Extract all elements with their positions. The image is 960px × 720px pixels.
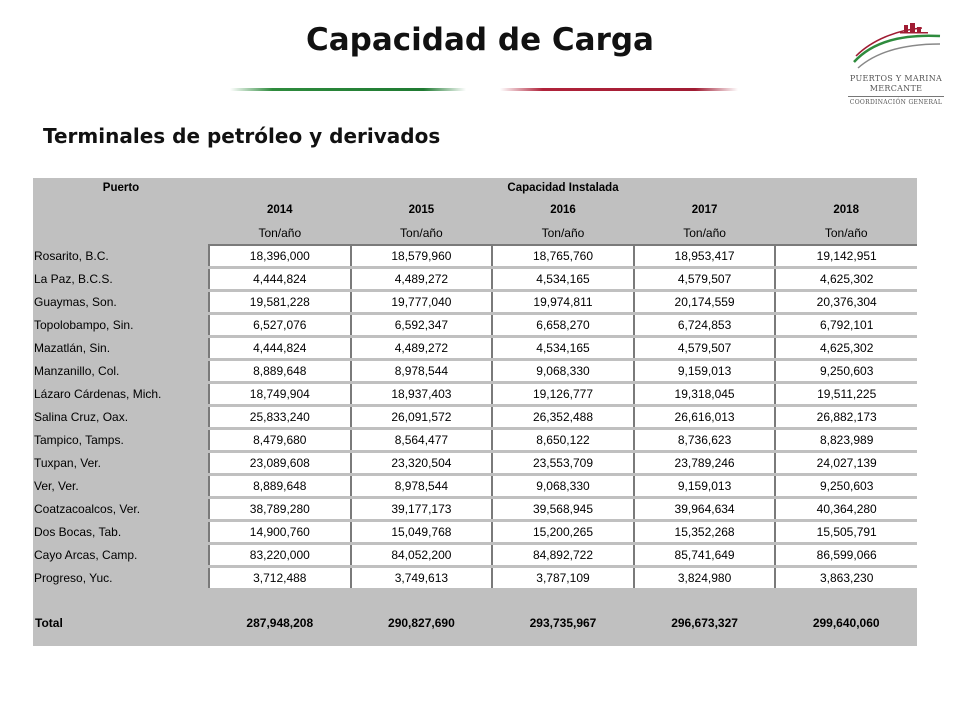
capacity-value-cell: 39,568,945: [492, 498, 634, 521]
table-header-row: [33, 178, 917, 198]
total-value-cell: 296,673,327: [671, 616, 738, 630]
year-header: 2017: [691, 204, 718, 216]
table-row: [33, 544, 917, 567]
year-header: 2014: [267, 204, 293, 216]
table-row: [33, 360, 917, 383]
puertos-marina-logo: [842, 22, 950, 110]
capacity-value-cell: 83,220,000: [209, 544, 351, 567]
capacity-value-cell: 19,511,225: [775, 383, 917, 406]
port-name-cell: Tuxpan, Ver.: [33, 452, 209, 475]
capacity-value-cell: 3,787,109: [492, 567, 634, 590]
capacity-value-cell: 6,724,853: [634, 314, 776, 337]
spacer-cell: [33, 590, 917, 609]
page-title: Capacidad de Carga: [306, 22, 654, 58]
capacity-value-cell: 8,736,623: [634, 429, 776, 452]
capacity-value-cell: 14,900,760: [209, 521, 351, 544]
capacity-value-cell: 18,765,760: [492, 245, 634, 268]
capacity-value-cell: 4,489,272: [351, 268, 493, 291]
port-name-cell: Salina Cruz, Oax.: [33, 406, 209, 429]
capacity-value-cell: 9,068,330: [492, 360, 634, 383]
capacity-value-cell: 26,882,173: [775, 406, 917, 429]
capacity-value-cell: 18,749,904: [209, 383, 351, 406]
table-row: [33, 429, 917, 452]
unit-label: Ton/año: [541, 226, 585, 240]
capacity-value-cell: 19,777,040: [351, 291, 493, 314]
ship-logo-icon: [842, 22, 950, 74]
capacity-value-cell: 18,579,960: [351, 245, 493, 268]
year-header: 2015: [408, 204, 435, 216]
table-row: [33, 567, 917, 590]
capacity-value-cell: 8,978,544: [351, 475, 493, 498]
capacity-value-cell: 9,068,330: [492, 475, 634, 498]
table-row: [33, 291, 917, 314]
capacity-value-cell: 4,444,824: [209, 268, 351, 291]
table-row: [33, 452, 917, 475]
capacity-value-cell: 84,892,722: [492, 544, 634, 567]
port-name-cell: Topolobampo, Sin.: [33, 314, 209, 337]
capacity-value-cell: 23,089,608: [209, 452, 351, 475]
capacity-value-cell: 15,200,265: [492, 521, 634, 544]
capacity-value-cell: 4,625,302: [775, 337, 917, 360]
green-divider: [230, 88, 466, 91]
port-name-cell: Lázaro Cárdenas, Mich.: [33, 383, 209, 406]
capacity-value-cell: 3,749,613: [351, 567, 493, 590]
section-subtitle: Terminales de petróleo y derivados: [43, 124, 441, 148]
header-capacidad: Capacidad Instalada: [507, 182, 619, 194]
total-value-cell: 287,948,208: [246, 616, 314, 630]
port-name-cell: Cayo Arcas, Camp.: [33, 544, 209, 567]
logo-text-line3: COORDINACIÓN GENERAL: [849, 99, 943, 106]
capacity-value-cell: 19,581,228: [209, 291, 351, 314]
table-row: [33, 521, 917, 544]
capacity-value-cell: 26,616,013: [634, 406, 776, 429]
capacity-value-cell: 23,553,709: [492, 452, 634, 475]
logo-divider: [848, 96, 944, 97]
logo-text-line2: MERCANTE: [869, 84, 923, 93]
capacity-value-cell: 4,579,507: [634, 268, 776, 291]
port-name-cell: Mazatlán, Sin.: [33, 337, 209, 360]
unit-label: Ton/año: [683, 226, 726, 240]
capacity-value-cell: 19,318,045: [634, 383, 776, 406]
table-row: [33, 498, 917, 521]
capacity-value-cell: 19,126,777: [492, 383, 634, 406]
table-row: [33, 268, 917, 291]
capacity-value-cell: 86,599,066: [775, 544, 917, 567]
unit-row: [33, 222, 917, 245]
port-name-cell: Rosarito, B.C.: [33, 245, 209, 268]
capacity-value-cell: 38,789,280: [209, 498, 351, 521]
unit-label: Ton/año: [824, 226, 868, 240]
total-value-cell: 290,827,690: [388, 616, 455, 630]
spacer-row: [33, 590, 917, 609]
capacity-value-cell: 3,863,230: [775, 567, 917, 590]
capacity-value-cell: 9,159,013: [634, 475, 776, 498]
capacity-value-cell: 9,159,013: [634, 360, 776, 383]
year-header: 2016: [550, 204, 576, 216]
capacity-value-cell: 8,564,477: [351, 429, 493, 452]
port-name-cell: Guaymas, Son.: [33, 291, 209, 314]
capacity-value-cell: 19,142,951: [775, 245, 917, 268]
capacity-value-cell: 84,052,200: [351, 544, 493, 567]
capacity-value-cell: 25,833,240: [209, 406, 351, 429]
capacity-value-cell: 3,824,980: [634, 567, 776, 590]
capacity-value-cell: 8,889,648: [209, 475, 351, 498]
year-header-blank: [33, 198, 209, 222]
capacity-value-cell: 6,527,076: [209, 314, 351, 337]
capacity-value-cell: 4,625,302: [775, 268, 917, 291]
unit-label: Ton/año: [258, 226, 302, 240]
capacity-value-cell: 6,592,347: [351, 314, 493, 337]
capacity-value-cell: 4,579,507: [634, 337, 776, 360]
total-label: Total: [35, 616, 63, 630]
capacity-value-cell: 40,364,280: [775, 498, 917, 521]
capacity-value-cell: 19,974,811: [492, 291, 634, 314]
year-header: 2018: [833, 204, 859, 216]
capacity-value-cell: 8,889,648: [209, 360, 351, 383]
table-row: [33, 475, 917, 498]
total-value-cell: 299,640,060: [812, 616, 880, 630]
port-name-cell: Coatzacoalcos, Ver.: [33, 498, 209, 521]
capacity-value-cell: 4,489,272: [351, 337, 493, 360]
capacity-value-cell: 23,320,504: [351, 452, 493, 475]
capacity-value-cell: 24,027,139: [775, 452, 917, 475]
capacity-value-cell: 8,650,122: [492, 429, 634, 452]
capacity-value-cell: 23,789,246: [634, 452, 776, 475]
unit-blank: [33, 222, 209, 245]
capacity-value-cell: 8,978,544: [351, 360, 493, 383]
port-name-cell: Tampico, Tamps.: [33, 429, 209, 452]
capacity-value-cell: 4,534,165: [492, 268, 634, 291]
capacity-value-cell: 3,712,488: [209, 567, 351, 590]
capacity-value-cell: 85,741,649: [634, 544, 776, 567]
red-divider: [500, 88, 738, 91]
port-name-cell: Ver, Ver.: [33, 475, 209, 498]
header-puerto: Puerto: [102, 182, 140, 194]
port-name-cell: Dos Bocas, Tab.: [33, 521, 209, 544]
capacity-value-cell: 4,534,165: [492, 337, 634, 360]
table-row: [33, 383, 917, 406]
capacity-value-cell: 6,792,101: [775, 314, 917, 337]
port-name-cell: Progreso, Yuc.: [33, 567, 209, 590]
table-row: [33, 406, 917, 429]
capacity-table-panel: [33, 178, 917, 646]
capacity-table: [33, 178, 917, 638]
total-row: [33, 608, 917, 638]
table-row: [33, 337, 917, 360]
capacity-value-cell: 15,049,768: [351, 521, 493, 544]
capacity-value-cell: 18,396,000: [209, 245, 351, 268]
year-header-row: [33, 198, 917, 222]
capacity-value-cell: 18,953,417: [634, 245, 776, 268]
capacity-value-cell: 26,091,572: [351, 406, 493, 429]
unit-label: Ton/año: [400, 226, 443, 240]
capacity-value-cell: 26,352,488: [492, 406, 634, 429]
logo-text-line1: PUERTOS Y MARINA: [849, 74, 943, 83]
total-value-cell: 293,735,967: [529, 616, 597, 630]
table-row: [33, 245, 917, 268]
capacity-value-cell: 8,479,680: [209, 429, 351, 452]
capacity-value-cell: 39,964,634: [634, 498, 776, 521]
capacity-value-cell: 9,250,603: [775, 475, 917, 498]
capacity-value-cell: 20,376,304: [775, 291, 917, 314]
capacity-value-cell: 15,505,791: [775, 521, 917, 544]
capacity-value-cell: 15,352,268: [634, 521, 776, 544]
capacity-value-cell: 4,444,824: [209, 337, 351, 360]
port-name-cell: Manzanillo, Col.: [33, 360, 209, 383]
capacity-value-cell: 18,937,403: [351, 383, 493, 406]
table-row: [33, 314, 917, 337]
capacity-value-cell: 8,823,989: [775, 429, 917, 452]
port-name-cell: La Paz, B.C.S.: [33, 268, 209, 291]
capacity-value-cell: 6,658,270: [492, 314, 634, 337]
capacity-value-cell: 39,177,173: [351, 498, 493, 521]
capacity-value-cell: 20,174,559: [634, 291, 776, 314]
capacity-value-cell: 9,250,603: [775, 360, 917, 383]
